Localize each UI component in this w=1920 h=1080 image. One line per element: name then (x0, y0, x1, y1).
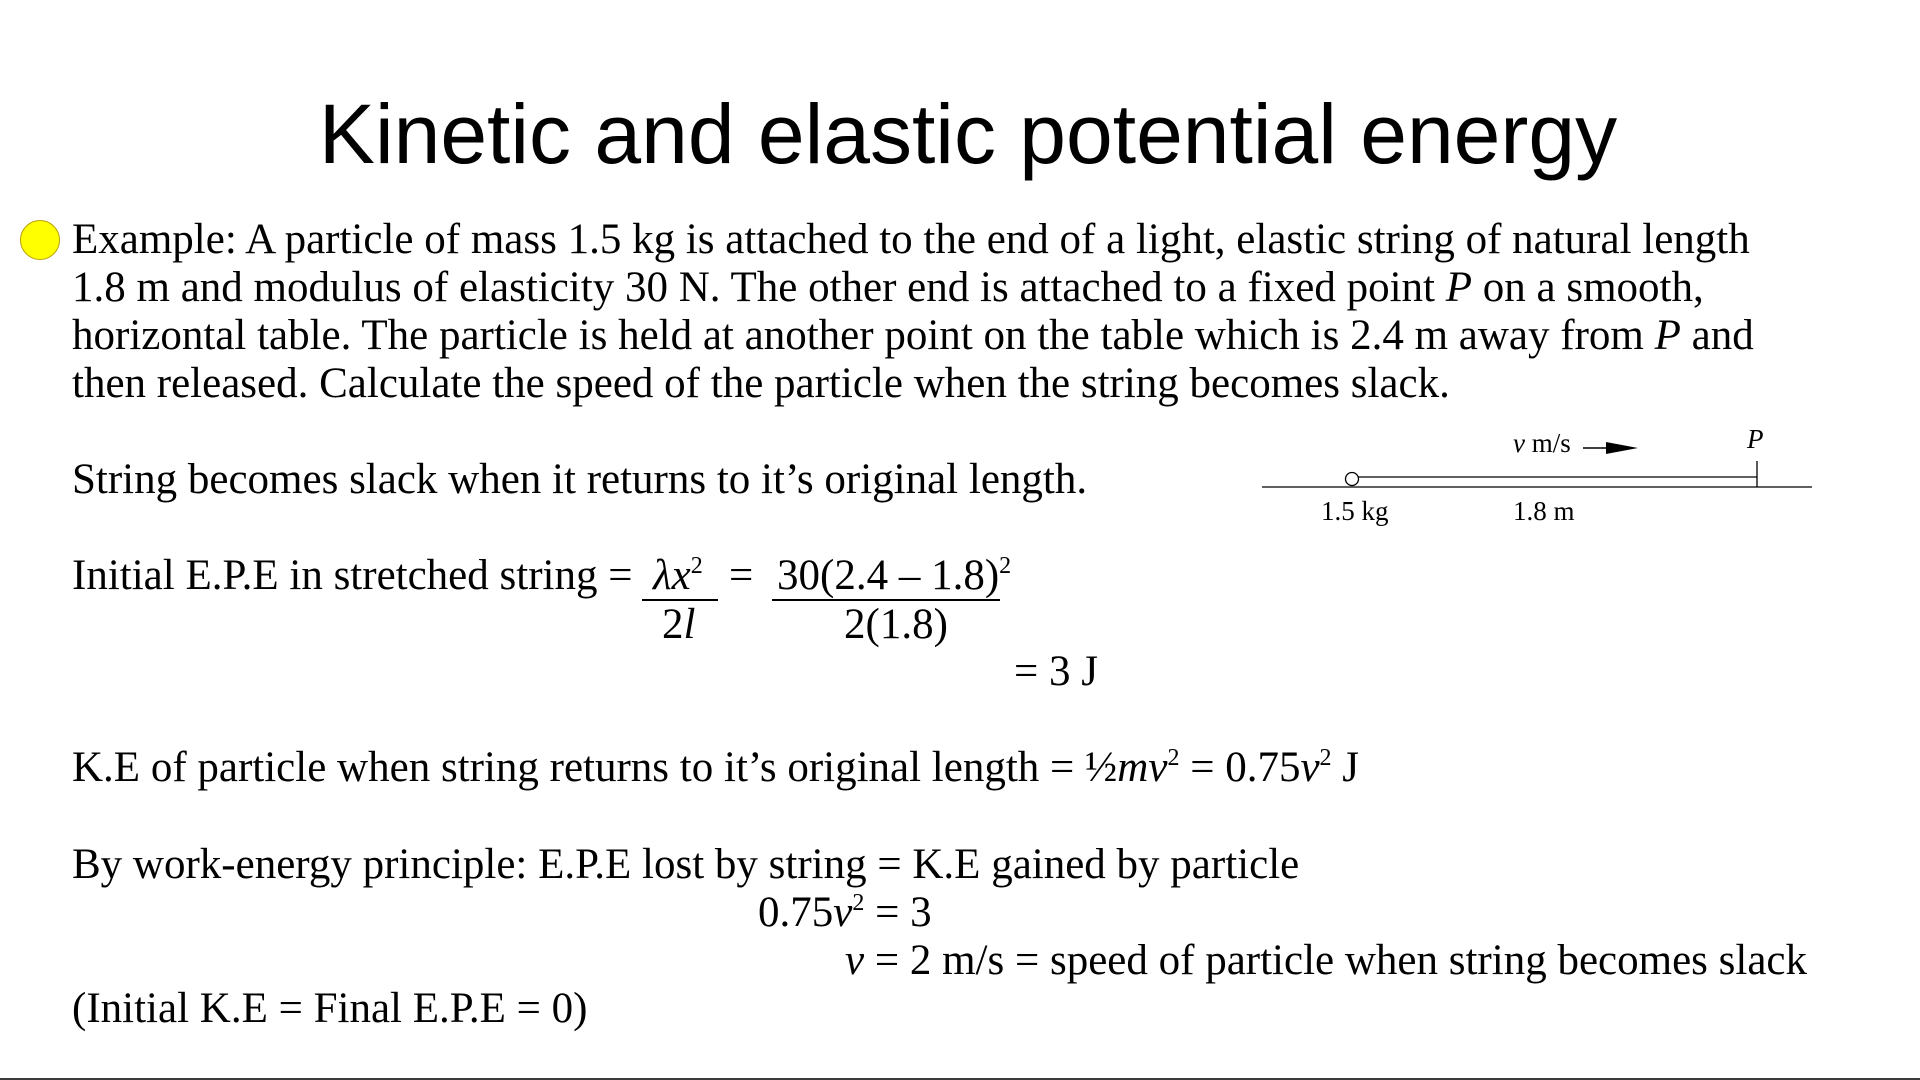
equals-three: = 3 (864, 889, 932, 936)
epe-result: = 3 J (1014, 648, 1098, 695)
point-p-italic: P (1445, 264, 1472, 311)
epe-formula-denominator (662, 601, 695, 649)
example-line-2-text-a: 1.8 m and modulus of elasticity 30 N. The other end is attached to a fixed point (72, 264, 1446, 311)
example-line-4: then released. Calculate the speed of the particle when the string becomes slack. (72, 360, 1450, 407)
epe-formula-numerator (653, 552, 703, 600)
ke-label: K.E of particle when string returns to it’s original length = ½ (72, 744, 1118, 791)
coefficient: 0.75 (758, 889, 834, 936)
superscript-2: 2 (690, 553, 703, 579)
mass-label: 1.5 kg (1321, 496, 1389, 526)
superscript-2: 2 (852, 890, 865, 916)
example-line-2-text-b: on a smooth, (1472, 264, 1704, 311)
ke-equation (72, 744, 1359, 792)
bullet-dot (20, 220, 60, 260)
particle-circle (1346, 473, 1359, 486)
ke-equals-value: = 0.75 (1179, 744, 1301, 791)
velocity-unit: m/s (1524, 428, 1571, 458)
example-line-2 (72, 264, 1704, 312)
epe-equals: = (729, 552, 754, 599)
initial-final-note: (Initial K.E = Final E.P.E = 0) (72, 985, 588, 1032)
superscript-2: 2 (1319, 745, 1332, 771)
example-line-1: Example: A particle of mass 1.5 kg is attached to the end of a light, elastic string of natural length (72, 216, 1750, 263)
length-label: 1.8 m (1513, 496, 1575, 526)
final-speed-statement: = 2 m/s = speed of particle when string becomes slack (864, 937, 1807, 984)
velocity-label (1513, 428, 1571, 458)
v-symbol: v (845, 937, 865, 984)
string-diagram (1260, 425, 1816, 535)
example-line-3 (72, 312, 1754, 360)
epe-value-numerator-text: 30(2.4 – 1.8) (777, 552, 1000, 599)
epe-label: Initial E.P.E in stretched string = (72, 552, 633, 599)
superscript-2: 2 (1167, 745, 1180, 771)
work-energy-principle: By work-energy principle: E.P.E lost by string = K.E gained by particle (72, 841, 1300, 888)
v-symbol: v (1300, 744, 1320, 791)
velocity-symbol: v (1513, 428, 1525, 458)
epe-value-denominator: 2(1.8) (844, 601, 948, 648)
example-line-3-text-b: and (1680, 312, 1754, 359)
slack-statement: String becomes slack when it returns to it’s original length. (72, 456, 1088, 503)
epe-value-numerator (777, 552, 1011, 600)
point-p-italic: P (1654, 312, 1681, 359)
superscript-2: 2 (999, 553, 1012, 579)
natural-length-symbol: l (683, 601, 696, 648)
ke-unit: J (1331, 744, 1360, 791)
mv-symbol: mv (1117, 744, 1168, 791)
diagram-point-p: P (1747, 425, 1764, 454)
denominator-two: 2 (662, 601, 684, 648)
velocity-arrow-head (1606, 442, 1638, 454)
work-energy-equation-1 (758, 889, 932, 937)
slide-title: Kinetic and elastic potential energy (318, 87, 1618, 181)
lambda-x-symbol: λx (653, 552, 691, 599)
v-symbol: v (833, 889, 853, 936)
work-energy-equation-2 (845, 937, 1807, 985)
example-line-3-text-a: horizontal table. The particle is held at another point on the table which is 2.4 m away from (72, 312, 1655, 359)
